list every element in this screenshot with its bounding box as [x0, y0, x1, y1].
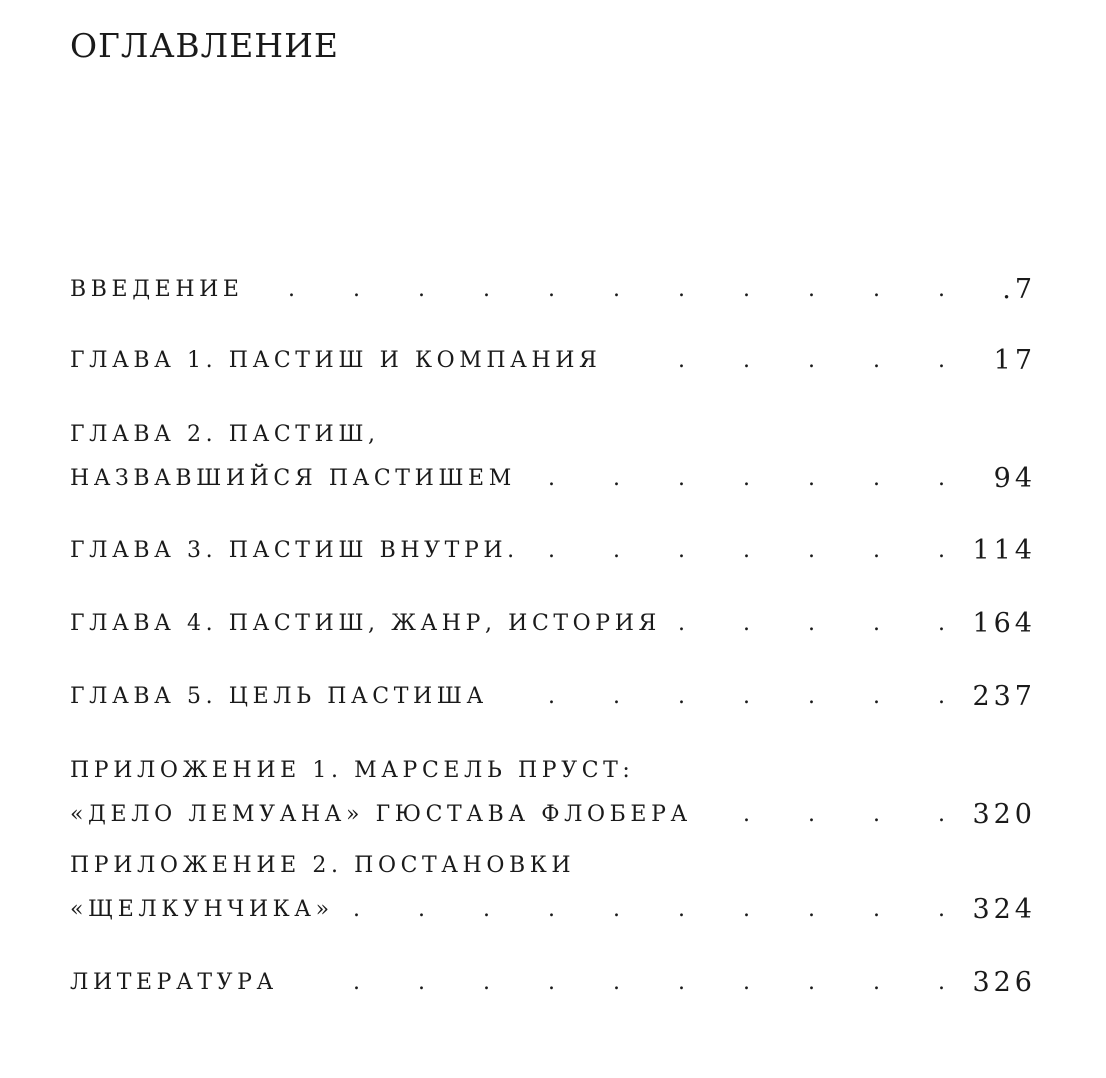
- toc-entry[interactable]: [70, 343, 1036, 379]
- leader-dot: .: [418, 897, 425, 922]
- leader-dot: .: [548, 538, 555, 563]
- leader-dot: .: [873, 538, 880, 563]
- leader-dot: .: [678, 684, 685, 709]
- toc-entry-line: [70, 753, 1036, 789]
- leader-dot: .: [548, 897, 555, 922]
- toc-entry-title: ВВЕДЕНИЕ: [70, 277, 244, 302]
- leader-dot: .: [678, 466, 685, 491]
- leader-dot: .: [483, 897, 490, 922]
- leader-dot: .: [743, 277, 750, 302]
- leader-dot: .: [808, 466, 815, 491]
- leader-dot: .: [353, 277, 360, 302]
- leader-dot: .: [873, 611, 880, 636]
- dot-leader: [70, 797, 1036, 833]
- toc-page-number: .7: [1002, 274, 1036, 305]
- leader-dot: .: [873, 277, 880, 302]
- toc-entry-title: «ДЕЛО ЛЕМУАНА» ГЮСТАВА ФЛОБЕРА: [70, 802, 692, 827]
- toc-entry-line: [70, 892, 1036, 928]
- leader-dot: .: [938, 897, 945, 922]
- toc-entry-line: [70, 679, 1036, 715]
- leader-dot: .: [938, 970, 945, 995]
- leader-dot: .: [548, 277, 555, 302]
- toc-page-number: 237: [972, 681, 1036, 712]
- toc-entry-title: ГЛАВА 2. ПАСТИШ,: [70, 422, 380, 447]
- leader-dot: .: [743, 466, 750, 491]
- toc-entry-line: [70, 461, 1036, 497]
- leader-dot: .: [678, 277, 685, 302]
- leader-dot: .: [808, 538, 815, 563]
- leader-dot: .: [678, 348, 685, 373]
- leader-dot: .: [743, 611, 750, 636]
- leader-dot: .: [483, 277, 490, 302]
- leader-dot: .: [938, 684, 945, 709]
- toc-entry[interactable]: [70, 679, 1036, 715]
- toc-entry-line: [70, 848, 1036, 884]
- dot-leader: [70, 606, 1036, 642]
- toc-page-number: 17: [993, 345, 1036, 376]
- leader-dot: .: [743, 897, 750, 922]
- leader-dot: .: [873, 684, 880, 709]
- toc-entry-line: [70, 606, 1036, 642]
- leader-dot: .: [808, 970, 815, 995]
- leader-dot: .: [743, 348, 750, 373]
- dot-leader: [70, 533, 1036, 569]
- toc-entry-title: НАЗВАВШИЙСЯ ПАСТИШЕМ: [70, 466, 516, 491]
- leader-dot: .: [613, 466, 620, 491]
- dot-leader: [70, 272, 1036, 308]
- dot-leader: [70, 892, 1036, 928]
- page-title: ОГЛАВЛЕНИЕ: [70, 26, 339, 65]
- toc-entry[interactable]: [70, 533, 1036, 569]
- leader-dot: .: [808, 802, 815, 827]
- leader-dot: .: [873, 802, 880, 827]
- leader-dot: .: [678, 611, 685, 636]
- leader-dot: .: [808, 611, 815, 636]
- leader-dot: .: [613, 897, 620, 922]
- leader-dot: .: [613, 970, 620, 995]
- leader-dot: .: [288, 277, 295, 302]
- leader-dot: .: [873, 897, 880, 922]
- leader-dot: .: [678, 897, 685, 922]
- leader-dot: .: [353, 897, 360, 922]
- leader-dot: .: [873, 348, 880, 373]
- leader-dot: .: [873, 970, 880, 995]
- leader-dot: .: [548, 684, 555, 709]
- toc-page-number: 114: [972, 535, 1036, 566]
- leader-dot: .: [938, 348, 945, 373]
- leader-dot: .: [808, 277, 815, 302]
- leader-dot: .: [938, 538, 945, 563]
- toc-page-number: 326: [972, 967, 1036, 998]
- leader-dot: .: [353, 970, 360, 995]
- toc-entry-title: ГЛАВА 3. ПАСТИШ ВНУТРИ.: [70, 538, 519, 563]
- leader-dot: .: [418, 277, 425, 302]
- toc-entry[interactable]: [70, 965, 1036, 1001]
- toc-entry-title: ГЛАВА 1. ПАСТИШ И КОМПАНИЯ: [70, 348, 602, 373]
- toc-entry[interactable]: [70, 606, 1036, 642]
- toc-entry-line: [70, 533, 1036, 569]
- toc-entry-line: [70, 272, 1036, 308]
- toc-page-number: 94: [993, 463, 1036, 494]
- toc-entry[interactable]: [70, 417, 1036, 497]
- dot-leader: [70, 461, 1036, 497]
- dot-leader: [70, 679, 1036, 715]
- leader-dot: .: [678, 970, 685, 995]
- dot-leader: [70, 965, 1036, 1001]
- toc-entry[interactable]: [70, 848, 1036, 928]
- toc-entry-title: ГЛАВА 4. ПАСТИШ, ЖАНР, ИСТОРИЯ: [70, 611, 661, 636]
- leader-dot: .: [483, 970, 490, 995]
- leader-dot: .: [548, 466, 555, 491]
- toc-entry-title: ПРИЛОЖЕНИЕ 1. МАРСЕЛЬ ПРУСТ:: [70, 758, 635, 783]
- toc-entry-title: «ЩЕЛКУНЧИКА»: [70, 897, 334, 922]
- leader-dot: .: [743, 538, 750, 563]
- toc-entry-title: ГЛАВА 5. ЦЕЛЬ ПАСТИША: [70, 684, 488, 709]
- toc-entry-line: [70, 417, 1036, 453]
- leader-dot: .: [613, 684, 620, 709]
- leader-dot: .: [938, 277, 945, 302]
- toc-entry-line: [70, 797, 1036, 833]
- leader-dot: .: [613, 538, 620, 563]
- toc-page-number: 324: [972, 894, 1036, 925]
- toc-entry[interactable]: [70, 272, 1036, 308]
- leader-dot: .: [873, 466, 880, 491]
- leader-dot: .: [678, 538, 685, 563]
- table-of-contents: [70, 0, 1036, 1078]
- leader-dot: .: [808, 897, 815, 922]
- leader-dot: .: [808, 348, 815, 373]
- toc-entry-title: ПРИЛОЖЕНИЕ 2. ПОСТАНОВКИ: [70, 853, 576, 878]
- leader-dot: .: [938, 802, 945, 827]
- toc-page-number: 320: [972, 799, 1036, 830]
- leader-dot: .: [418, 970, 425, 995]
- toc-entry-line: [70, 965, 1036, 1001]
- leader-dot: .: [743, 684, 750, 709]
- leader-dot: .: [808, 684, 815, 709]
- leader-dot: .: [613, 277, 620, 302]
- toc-entry-title: ЛИТЕРАТУРА: [70, 970, 278, 995]
- leader-dot: .: [548, 970, 555, 995]
- toc-page-number: 164: [972, 608, 1036, 639]
- leader-dot: .: [938, 466, 945, 491]
- leader-dot: .: [743, 802, 750, 827]
- leader-dot: .: [938, 611, 945, 636]
- toc-entry-line: [70, 343, 1036, 379]
- leader-dot: .: [743, 970, 750, 995]
- dot-leader: [70, 343, 1036, 379]
- toc-entry[interactable]: [70, 753, 1036, 833]
